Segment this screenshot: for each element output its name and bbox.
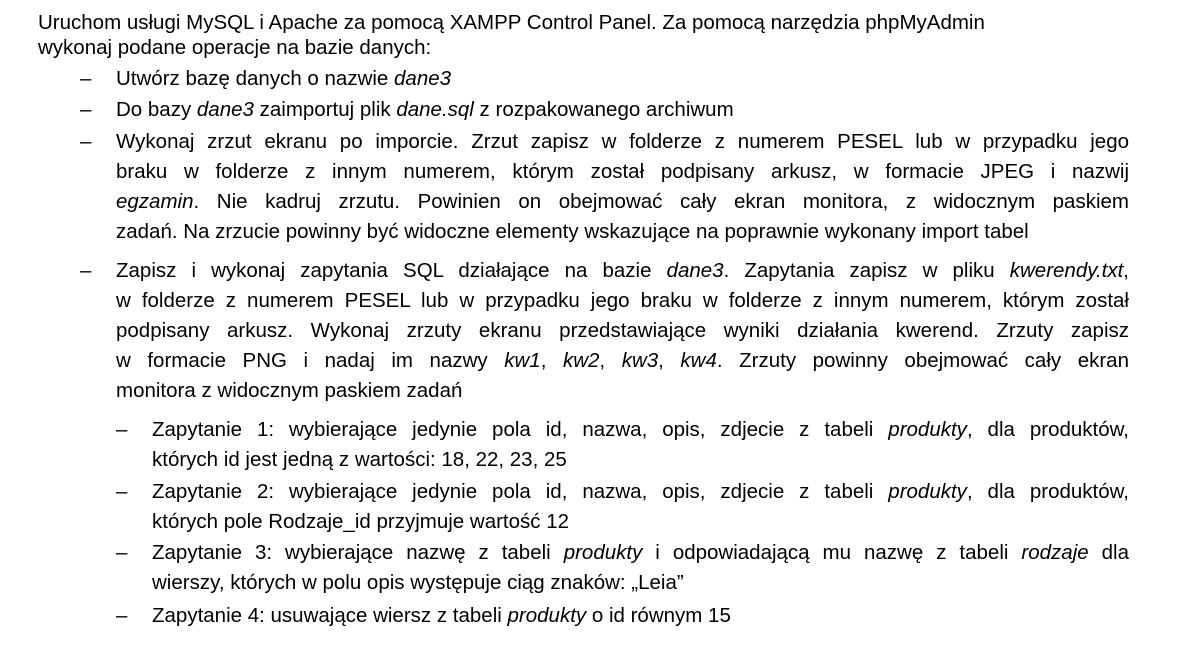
text-segment: , — [1123, 259, 1129, 282]
list-item-text — [116, 127, 1129, 247]
text-segment: w formacie PNG i nadaj im nazwy — [116, 349, 505, 372]
text-segment: Utwórz bazę danych o nazwie — [116, 67, 395, 90]
database-name: dane3 — [666, 259, 724, 282]
list-item-text — [116, 95, 1129, 125]
text-segment: Zapytanie 3: wybierające nazwę z tabeli — [152, 541, 564, 564]
text-segment: o id równym 15 — [586, 604, 731, 627]
database-name: dane3 — [394, 67, 452, 90]
text-segment: zaimportuj plik — [253, 98, 397, 121]
text-segment: . Zrzuty powinny obejmować cały ekran — [716, 349, 1129, 372]
text-line: wierszy, których w polu opis występuje ciąg znaków: „Leia” — [152, 571, 684, 594]
intro-line-1: Uruchom usługi MySQL i Apache za pomocą XAMPP Control Panel. Za pomocą narzędzia phpMyAdmin — [38, 11, 985, 34]
dash-bullet: – — [116, 418, 128, 441]
text-segment: Do bazy — [116, 98, 197, 121]
dash-bullet: – — [80, 98, 92, 121]
text-line — [116, 187, 1129, 217]
list-item-text — [116, 64, 1129, 94]
file-name: kw1 — [504, 349, 541, 372]
file-name: kw4 — [680, 349, 717, 372]
text-line — [116, 346, 1129, 376]
text-line: podpisany arkusz. Wykonaj zrzuty ekranu przedstawiające wyniki działania kwerend. Zrzuty zapisz — [116, 319, 1129, 342]
text-segment: , dla produktów, — [966, 418, 1129, 441]
text-segment: . Zapytania zapisz w pliku — [723, 259, 1010, 282]
text-segment: , — [599, 349, 622, 372]
list-item-text — [152, 477, 1129, 537]
text-segment: z rozpakowanego archiwum — [473, 98, 734, 121]
list-item-text — [152, 601, 1129, 631]
text-line: braku w folderze z innym numerem, którym został podpisany arkusz, w formacie JPEG i nazwij — [116, 160, 1129, 183]
text-segment: Zapytanie 2: wybierające jedynie pola id, nazwa, opis, zdjecie z tabeli — [152, 480, 889, 503]
text-line: w folderze z numerem PESEL lub w przypadku jego braku w folderze z innym numerem, którym został — [116, 289, 1129, 312]
text-segment: Zapisz i wykonaj zapytania SQL działające na bazie — [116, 259, 667, 282]
intro-line-2: wykonaj podane operacje na bazie danych: — [38, 36, 432, 59]
list-item-text — [116, 256, 1129, 406]
list-item-text — [152, 538, 1129, 598]
table-name: produkty — [888, 480, 967, 503]
table-name: produkty — [888, 418, 967, 441]
text-segment: , — [658, 349, 681, 372]
file-name: kw2 — [562, 349, 600, 372]
text-line: Wykonaj zrzut ekranu po imporcie. Zrzut zapisz w folderze z numerem PESEL lub w przypadku jego — [116, 130, 1129, 153]
file-name: kwerendy.txt — [1009, 259, 1124, 282]
dash-bullet: – — [80, 259, 92, 282]
dash-bullet: – — [80, 130, 92, 153]
list-item-text — [152, 415, 1129, 475]
database-name: dane3 — [196, 98, 254, 121]
text-line: których pole Rodzaje_id przyjmuje wartość 12 — [152, 510, 570, 533]
text-line — [152, 415, 1129, 445]
dash-bullet: – — [116, 480, 128, 503]
file-name: kw3 — [621, 349, 659, 372]
table-name: rodzaje — [1021, 541, 1089, 564]
text-segment: . Nie kadruj zrzutu. Powinien on obejmować cały ekran monitora, z widocznym paskiem — [193, 190, 1129, 213]
file-name: egzamin — [116, 190, 194, 213]
text-segment: dla — [1088, 541, 1129, 564]
text-line: zadań. Na zrzucie powinny być widoczne elementy wskazujące na poprawnie wykonany import tabel — [116, 220, 1029, 243]
table-name: produkty — [507, 604, 587, 627]
table-name: produkty — [563, 541, 643, 564]
text-line — [152, 477, 1129, 507]
text-line: których id jest jedną z wartości: 18, 22, 23, 25 — [152, 448, 567, 471]
text-segment: Zapytanie 4: usuwające wiersz z tabeli — [152, 604, 508, 627]
text-line — [116, 256, 1129, 286]
dash-bullet: – — [116, 604, 128, 627]
text-segment: , dla produktów, — [966, 480, 1129, 503]
text-segment: Zapytanie 1: wybierające jedynie pola id, nazwa, opis, zdjecie z tabeli — [152, 418, 889, 441]
text-line: monitora z widocznym paskiem zadań — [116, 379, 463, 402]
intro-paragraph — [38, 10, 1138, 60]
text-line — [152, 538, 1129, 568]
file-name: dane.sql — [396, 98, 474, 121]
text-segment: i odpowiadającą mu nazwę z tabeli — [642, 541, 1022, 564]
dash-bullet: – — [80, 67, 92, 90]
text-segment: , — [540, 349, 563, 372]
dash-bullet: – — [116, 541, 128, 564]
